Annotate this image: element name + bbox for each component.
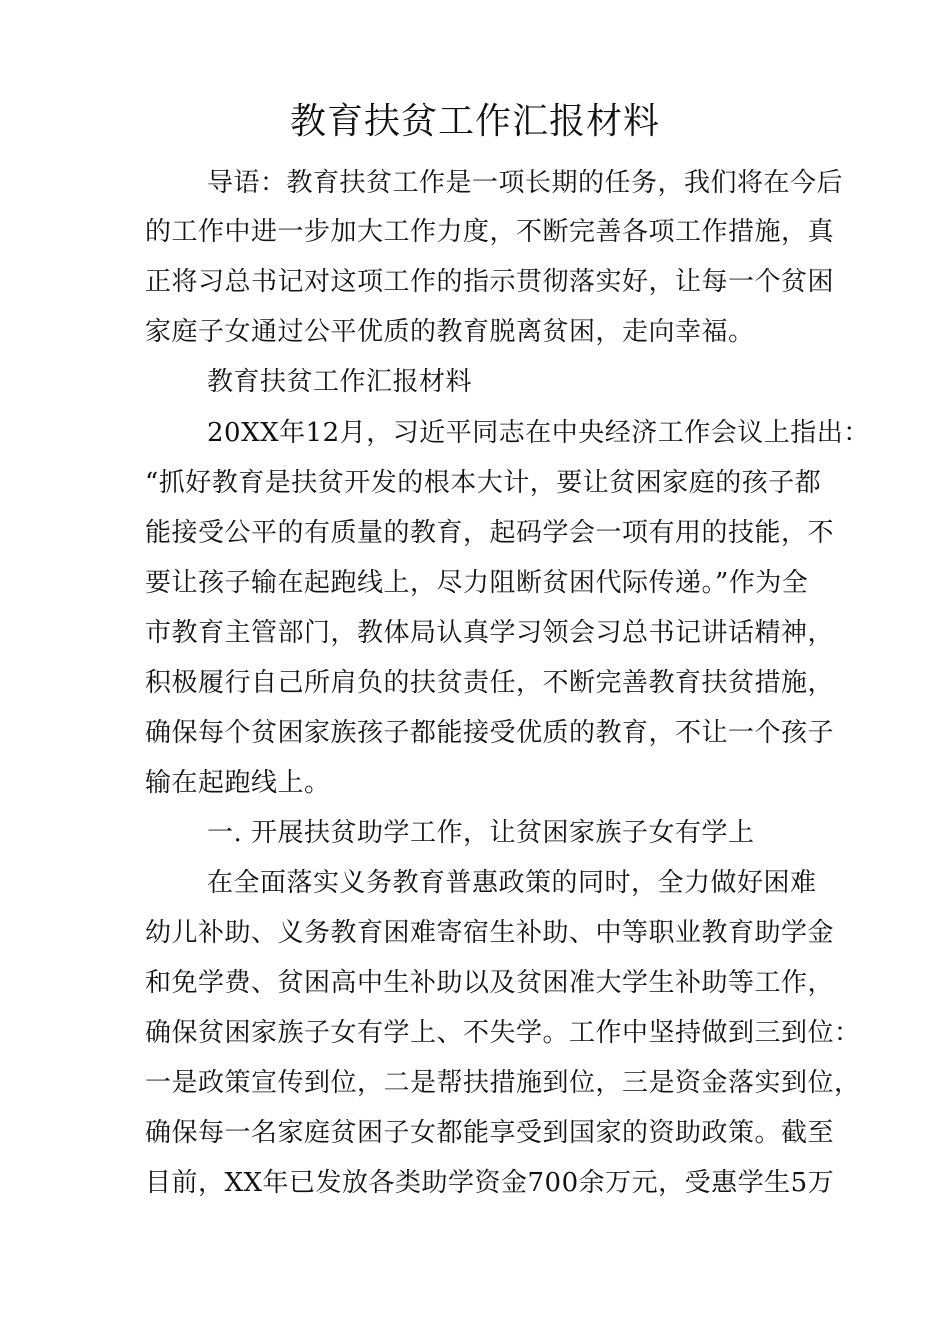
- paragraph-line-3: 能接受公平的有质量的教育，起码学会一项有用的技能，不: [145, 518, 835, 548]
- paragraph-line-12: 确保贫困家族子女有学上、不失学。工作中坚持做到三到位：: [145, 1018, 861, 1048]
- paragraph-line-intro-2: 的工作中进一步加大工作力度，不断完善各项工作措施，真: [145, 217, 835, 247]
- paragraph-line-4: 要让孩子输在起跑线上，尽力阻断贫困代际传递。”作为全: [145, 568, 809, 598]
- section-heading-1: 一. 开展扶贫助学工作，让贫困家族子女有学上: [207, 818, 755, 848]
- document-title: 教育扶贫工作汇报材料: [289, 101, 660, 142]
- paragraph-line-intro-1: 导语：教育扶贫工作是一项长期的任务，我们将在今后: [207, 168, 844, 198]
- paragraph-line-7: 确保每个贫困家族孩子都能接受优质的教育，不让一个孩子: [145, 718, 835, 748]
- paragraph-line-1: 20XX年12月，习近平同志在中央经济工作会议上指出：: [207, 418, 870, 448]
- paragraph-line-intro-4: 家庭子女通过公平优质的教育脱离贫困，走向幸福。: [145, 317, 755, 347]
- paragraph-line-14: 确保每一名家庭贫困子女都能享受到国家的资助政策。截至: [145, 1118, 835, 1148]
- paragraph-line-6: 积极履行自己所肩负的扶贫责任，不断完善教育扶贫措施，: [145, 668, 835, 698]
- paragraph-line-9: 在全面落实义务教育普惠政策的同时，全力做好困难: [207, 868, 817, 898]
- paragraph-line-8: 输在起跑线上。: [145, 768, 331, 798]
- paragraph-line-2: “抓好教育是扶贫开发的根本大计，要让贫困家庭的孩子都: [145, 468, 822, 498]
- paragraph-line-10: 幼儿补助、义务教育困难寄宿生补助、中等职业教育助学金: [145, 918, 835, 948]
- section-subtitle: 教育扶贫工作汇报材料: [207, 367, 473, 397]
- paragraph-line-13: 一是政策宣传到位，二是帮扶措施到位，三是资金落实到位，: [145, 1068, 861, 1098]
- paragraph-line-15: 目前，XX年已发放各类助学资金700余万元，受惠学生5万: [145, 1168, 835, 1198]
- paragraph-line-5: 市教育主管部门，教体局认真学习领会习总书记讲话精神，: [145, 618, 835, 648]
- paragraph-line-intro-3: 正将习总书记对这项工作的指示贯彻落实好，让每一个贫困: [145, 267, 835, 297]
- paragraph-line-11: 和免学费、贫困高中生补助以及贫困准大学生补助等工作，: [145, 968, 835, 998]
